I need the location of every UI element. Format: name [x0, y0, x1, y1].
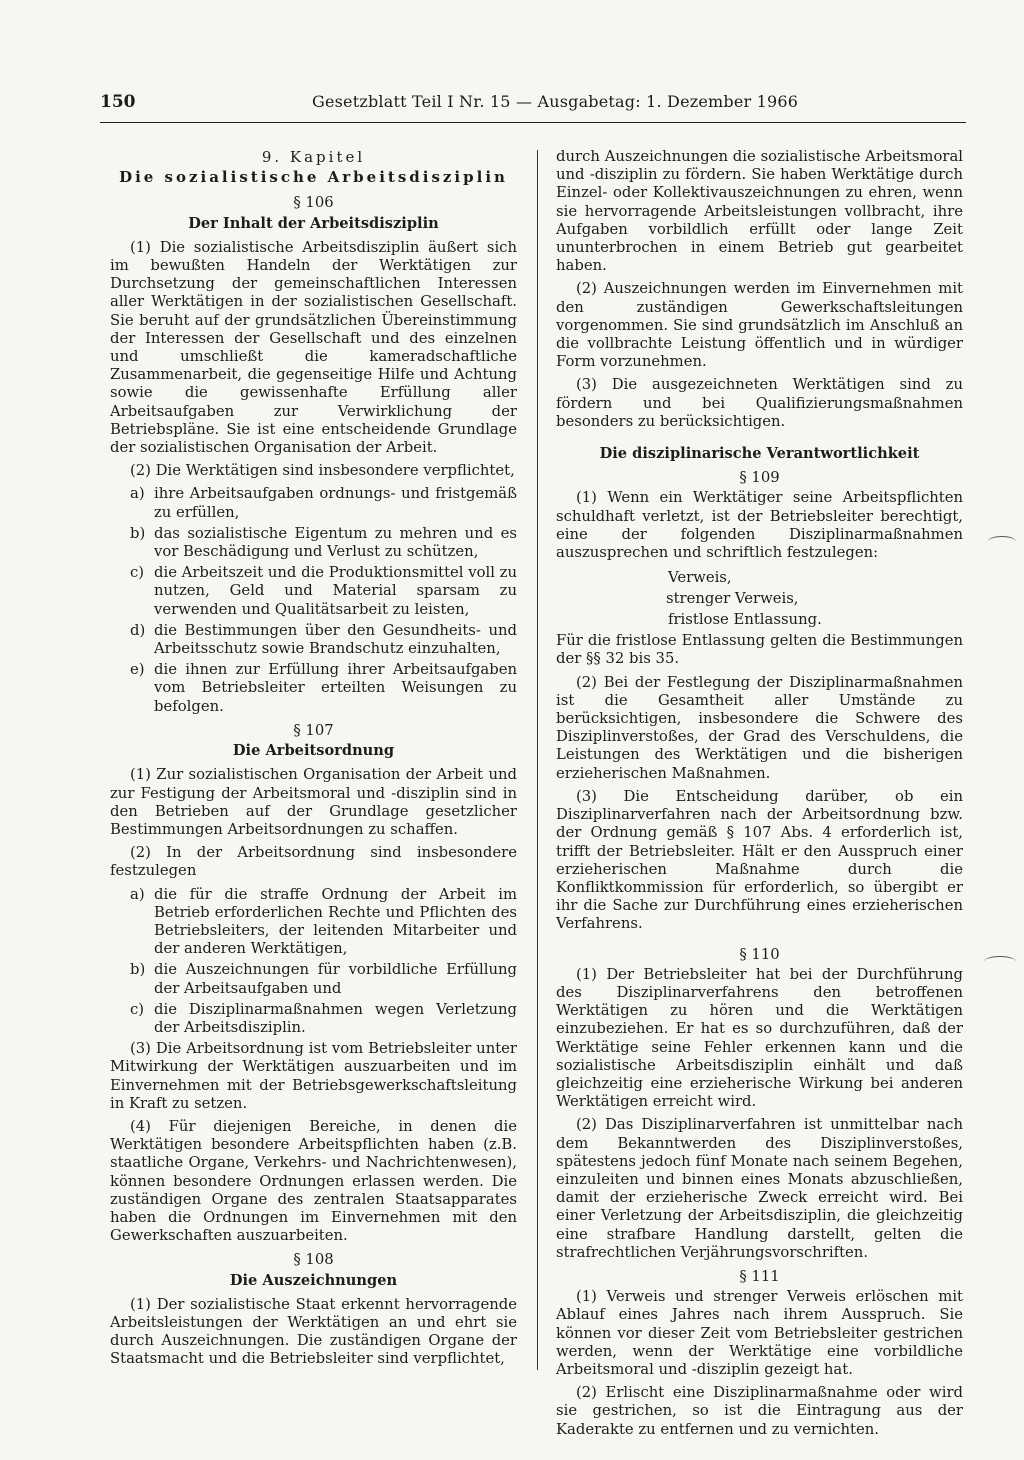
measure-item: strenger Verweis, [666, 590, 799, 608]
paragraph: (1) Der Betriebsleiter hat bei der Durchführung des Disziplinarverfahrens den betroffenen Werktätigen zu hören und die Werktätigen einzubeziehen. Er hat es so durchzuführen, daß der Werktätige seine Fehler erkennen kann und die sozialistische Arbeitsdisziplin einhält und daß gleichzeitig eine erzieherische Wirkung bei anderen Werktätigen erreicht wird. [556, 965, 963, 1111]
page-header [100, 90, 966, 123]
list-text: die Disziplinarmaßnahmen wegen Verletzung der Arbeitsdisziplin. [154, 1000, 517, 1036]
left-column [110, 148, 517, 1374]
paragraph: (3) Die Arbeitsordnung ist vom Betriebsleiter unter Mitwirkung der Werktätigen auszuarbeiten und im Einvernehmen mit der Betriebsgewerkschaftsleitung in Kraft zu setzen. [110, 1040, 517, 1112]
paragraph: (2) Die Werktätigen sind insbesondere verpflichtet, [130, 462, 515, 480]
paragraph: (1) Der sozialistische Staat erkennt hervorragende Arbeitsleistungen der Werktätigen an und ehrt sie durch Auszeichnungen. Die zuständigen Organe der Staatsmacht und die Betriebsleiter sind verpflichtet, [110, 1295, 517, 1368]
section-106-title: Der Inhalt der Arbeitsdisziplin [188, 214, 439, 232]
list-item [110, 1001, 517, 1037]
list-item [110, 961, 517, 997]
list-label: a) [130, 485, 145, 503]
measure-item: fristlose Entlassung. [668, 611, 822, 629]
list-text: die Bestimmungen über den Gesundheits- und Arbeitsschutz sowie Brandschutz einzuhalten, [154, 621, 517, 658]
paragraph: (3) Die Entscheidung darüber, ob ein Disziplinarverfahren nach der Arbeitsordnung bzw. der Ordnung gemäß § 107 Abs. 4 erforderlich ist, trifft der Betriebsleiter. Hält er den Ausspruch einer erzieherischen Maßnahme durch die Konfliktkommission für erforderlich, so übergibt er ihr die Sache zur Durchführung eines erzieherischen Verfahrens. [556, 787, 963, 933]
section-heading: Die disziplinarische Verantwortlichkeit [599, 445, 920, 463]
list-label: e) [130, 661, 145, 679]
list-text: die Arbeitszeit und die Produktionsmittel voll zu nutzen, Geld und Material sparsam zu verwenden und Qualitätsarbeit zu leisten, [154, 564, 517, 618]
paragraph: (2) Erlischt eine Disziplinarmaßnahme oder wird sie gestrichen, so ist die Eintragung aus der Kaderakte zu entfernen und zu vernichten. [556, 1384, 963, 1438]
list-label: c) [130, 1000, 145, 1018]
section-106-number: § 106 [293, 194, 334, 212]
list-text: ihre Arbeitsaufgaben ordnungs- und fristgemäß zu erfüllen, [154, 485, 517, 521]
paragraph: Für die fristlose Entlassung gelten die Bestimmungen der §§ 32 bis 35. [556, 632, 963, 668]
paragraph: (2) Auszeichnungen werden im Einvernehmen mit den zuständigen Gewerkschaftsleitungen vorgenommen. Sie sind grundsätzlich im Anschluß an die vollbrachte Leistung öffentlich und in würdiger Form vorzunehmen. [556, 280, 963, 371]
measure-item: Verweis, [668, 569, 732, 587]
list-label: c) [130, 564, 145, 582]
section-108-title: Die Auszeichnungen [229, 1271, 398, 1289]
list-label: d) [130, 621, 146, 639]
list-item [110, 564, 517, 619]
list-text: die Auszeichnungen für vorbildliche Erfüllung der Arbeitsaufgaben und [154, 961, 517, 997]
section-108-number: § 108 [293, 1251, 334, 1269]
section-107-number: § 107 [293, 721, 334, 739]
column-divider [537, 150, 538, 1370]
list-text: die für die straffe Ordnung der Arbeit im Betrieb erforderlichen Rechte und Pflichten des Betriebsleiters, der leitenden Mitarbeiter und der anderen Werktätigen, [154, 885, 517, 958]
section-109-number: § 109 [739, 469, 780, 487]
right-column [556, 148, 963, 1444]
paragraph: (1) Die sozialistische Arbeitsdisziplin äußert sich im bewußten Handeln der Werktätigen zur Durchsetzung der gemeinschaftlichen Interessen aller Werktätigen in der sozialistischen Gesellschaft. Sie beruht auf der grundsätzlichen Übereinstimmung der Interessen der Gesellschaft und des einzelnen und umschließt die kameradschaftliche Zusammenarbeit, die gegenseitige Hilfe und Achtung sowie die gewissenhafte Erfüllung aller Arbeitsaufgaben zur Verwirklichung der Betriebspläne. Sie ist eine entscheidende Grundlage der sozialistischen Organisation der Arbeit. [110, 238, 517, 457]
running-head: Gesetzblatt Teil I Nr. 15 — Ausgabetag: 1. Dezember 1966 [312, 92, 799, 111]
chapter-title: Die sozialistische Arbeitsdisziplin [119, 168, 508, 187]
section-110-number: § 110 [739, 945, 780, 963]
list-item [110, 622, 517, 658]
scan-mark [984, 956, 1016, 967]
list-label: b) [130, 961, 146, 979]
paragraph: (2) In der Arbeitsordnung sind insbesondere festzulegen [110, 844, 517, 880]
list-item [110, 525, 517, 561]
scan-mark [988, 536, 1016, 547]
paragraph: (1) Wenn ein Werktätiger seine Arbeitspflichten schuldhaft verletzt, ist der Betriebsleiter berechtigt, eine der folgenden Disziplinarmaßnahmen auszusprechen und schriftlich festzulegen: [556, 489, 963, 562]
list-item [110, 886, 517, 959]
chapter-number: 9. Kapitel [261, 148, 366, 166]
list-item [110, 661, 517, 716]
list-text: die ihnen zur Erfüllung ihrer Arbeitsaufgaben vom Betriebsleiter erteilten Weisungen zu befolgen. [154, 661, 517, 715]
page-number: 150 [100, 92, 136, 112]
measures-list [668, 567, 963, 630]
list-item [110, 485, 517, 521]
paragraph: (4) Für diejenigen Bereiche, in denen die Werktätigen besondere Arbeitspflichten haben (z.B. staatliche Organe, Verkehrs- und Nachrichtenwesen), können besondere Ordnungen erlassen werden. Die zuständigen Organe des zentralen Staatsapparates haben die Ordnungen im Einvernehmen mit den Gewerkschaften auszuarbeiten. [110, 1117, 517, 1245]
paragraph: (1) Zur sozialistischen Organisation der Arbeit und zur Festigung der Arbeitsmoral und -disziplin sind in den Betrieben auf der Grundlage gesetzlicher Bestimmungen Arbeitsordnungen zu schaffen. [110, 766, 517, 838]
list-text: das sozialistische Eigentum zu mehren und es vor Beschädigung und Verlust zu schützen, [154, 524, 517, 561]
list-label: a) [130, 885, 145, 903]
paragraph: (3) Die ausgezeichneten Werktätigen sind zu fördern und bei Qualifizierungsmaßnahmen besonders zu berücksichtigen. [556, 376, 963, 430]
paragraph: durch Auszeichnungen die sozialistische Arbeitsmoral und -disziplin zu fördern. Sie haben Werktätige durch Einzel- oder Kollektivauszeichnungen zu ehren, wenn sie hervorragende Arbeitsleistungen vollbracht, ihre Aufgaben vorbildlich erfüllt oder lange Zeit ununterbrochen in einem Betrieb gut gearbeitet haben. [556, 148, 963, 275]
section-107-title: Die Arbeitsordnung [232, 742, 395, 760]
paragraph: (1) Verweis und strenger Verweis erlöschen mit Ablauf eines Jahres nach ihrem Ausspruch. Sie können vor dieser Zeit vom Betriebsleiter gestrichen werden, wenn der Werktätige eine vorbildliche Arbeitsmoral und -disziplin gezeigt hat. [556, 1288, 963, 1378]
paragraph: (2) Bei der Festlegung der Disziplinarmaßnahmen ist die Gesamtheit aller Umstände zu berücksichtigen, insbesondere die Schwere des Disziplinverstoßes, der Grad des Verschuldens, die Leistungen des Werktätigen und die bisherigen erzieherischen Maßnahmen. [556, 673, 963, 782]
section-111-number: § 111 [739, 1267, 780, 1285]
paragraph: (2) Das Disziplinarverfahren ist unmittelbar nach dem Bekanntwerden des Disziplinverstoßes, spätestens jedoch fünf Monate nach seinem Begehen, einzuleiten und binnen eines Monats abzuschließen, damit der erzieherische Zweck erreicht wird. Bei einer Verletzung der Arbeitsdisziplin, die gleichzeitig eine strafbare Handlung darstellt, gelten die strafrechtlichen Verjährungsvorschriften. [556, 1116, 963, 1261]
list-label: b) [130, 524, 146, 542]
